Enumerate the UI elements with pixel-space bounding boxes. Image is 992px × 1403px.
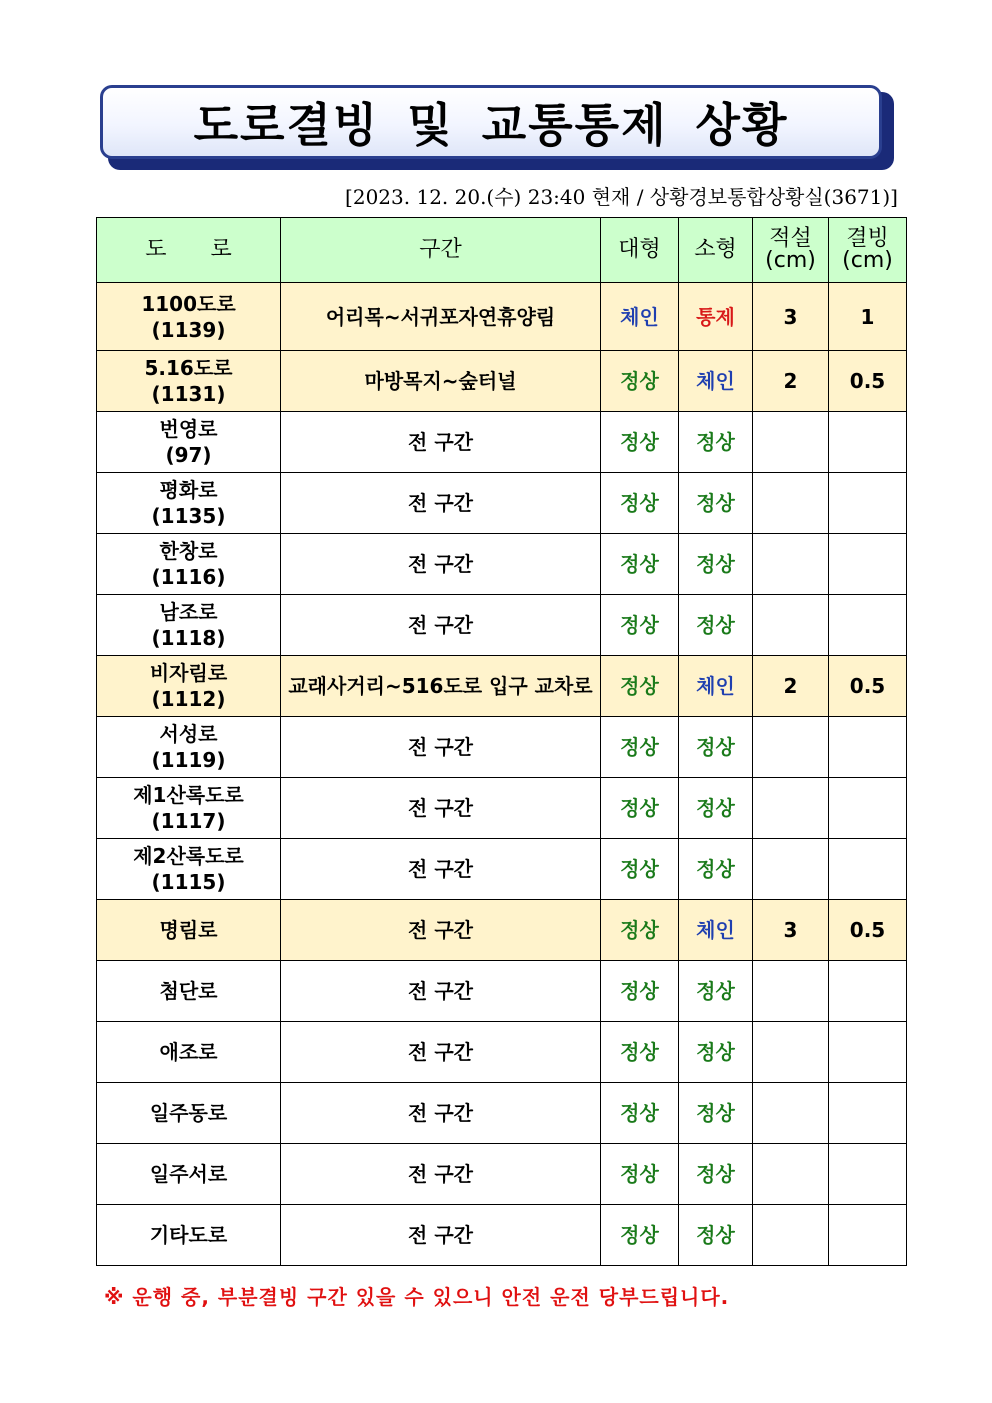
small-vehicle-status: 정상 bbox=[679, 839, 753, 900]
table-row bbox=[97, 1083, 907, 1144]
road-name-cell bbox=[97, 283, 281, 351]
table-row bbox=[97, 351, 907, 412]
road-name-cell bbox=[97, 1083, 281, 1144]
snow-depth-cell bbox=[753, 1083, 829, 1144]
section-cell: 전 구간 bbox=[281, 1205, 601, 1266]
road-name: 일주서로 bbox=[149, 1162, 228, 1186]
large-vehicle-status: 정상 bbox=[601, 1205, 679, 1266]
small-vehicle-status: 체인 bbox=[679, 351, 753, 412]
section-cell: 전 구간 bbox=[281, 778, 601, 839]
table-header-row bbox=[97, 218, 907, 283]
ice-depth-cell bbox=[829, 1022, 907, 1083]
section-cell: 전 구간 bbox=[281, 534, 601, 595]
snow-depth-cell bbox=[753, 473, 829, 534]
section-cell: 마방목지~숲터널 bbox=[281, 351, 601, 412]
header-snow-depth: 적설 (cm) bbox=[753, 218, 829, 283]
table-row bbox=[97, 778, 907, 839]
header-small-vehicle: 소형 bbox=[679, 218, 753, 283]
ice-depth-cell: 0.5 bbox=[829, 656, 907, 717]
section-cell: 전 구간 bbox=[281, 717, 601, 778]
large-vehicle-status: 정상 bbox=[601, 839, 679, 900]
snow-depth-cell bbox=[753, 961, 829, 1022]
table-row bbox=[97, 717, 907, 778]
road-name-cell bbox=[97, 412, 281, 473]
section-cell: 전 구간 bbox=[281, 1144, 601, 1205]
ice-depth-cell bbox=[829, 595, 907, 656]
section-cell: 전 구간 bbox=[281, 1083, 601, 1144]
road-name: 번영로 bbox=[159, 417, 218, 441]
small-vehicle-status: 통제 bbox=[679, 283, 753, 351]
large-vehicle-status: 정상 bbox=[601, 1083, 679, 1144]
ice-depth-cell bbox=[829, 839, 907, 900]
section-cell: 전 구간 bbox=[281, 900, 601, 961]
road-name-cell bbox=[97, 351, 281, 412]
road-name-cell bbox=[97, 839, 281, 900]
snow-depth-cell bbox=[753, 839, 829, 900]
ice-depth-cell bbox=[829, 717, 907, 778]
large-vehicle-status: 정상 bbox=[601, 656, 679, 717]
large-vehicle-status: 정상 bbox=[601, 900, 679, 961]
road-name: 기타도로 bbox=[149, 1223, 228, 1247]
large-vehicle-status: 정상 bbox=[601, 1144, 679, 1205]
title-banner bbox=[100, 85, 882, 159]
section-cell: 전 구간 bbox=[281, 839, 601, 900]
road-name: 제2산록도로 bbox=[133, 844, 244, 868]
road-code: (1115) bbox=[151, 870, 226, 894]
table-row bbox=[97, 656, 907, 717]
table-row bbox=[97, 283, 907, 351]
small-vehicle-status: 정상 bbox=[679, 595, 753, 656]
snow-depth-cell bbox=[753, 1022, 829, 1083]
table-row bbox=[97, 534, 907, 595]
small-vehicle-status: 정상 bbox=[679, 1205, 753, 1266]
table-row bbox=[97, 1205, 907, 1266]
road-name-cell bbox=[97, 961, 281, 1022]
small-vehicle-status: 정상 bbox=[679, 1083, 753, 1144]
large-vehicle-status: 정상 bbox=[601, 351, 679, 412]
road-name-cell bbox=[97, 473, 281, 534]
table-row bbox=[97, 839, 907, 900]
road-name: 1100도로 bbox=[141, 291, 236, 316]
road-name-cell bbox=[97, 900, 281, 961]
table-row bbox=[97, 412, 907, 473]
road-name: 일주동로 bbox=[149, 1101, 228, 1125]
safety-notice: ※ 운행 중, 부분결빙 구간 있을 수 있으니 안전 운전 당부드립니다. bbox=[104, 1285, 730, 1309]
road-name: 애조로 bbox=[159, 1040, 218, 1064]
small-vehicle-status: 체인 bbox=[679, 656, 753, 717]
snow-depth-cell: 2 bbox=[753, 351, 829, 412]
snow-depth-cell bbox=[753, 778, 829, 839]
small-vehicle-status: 체인 bbox=[679, 900, 753, 961]
road-name-cell bbox=[97, 534, 281, 595]
header-ice-depth: 결빙 (cm) bbox=[829, 218, 907, 283]
large-vehicle-status: 정상 bbox=[601, 778, 679, 839]
header-road: 도 로 bbox=[97, 218, 281, 283]
road-code: (1131) bbox=[151, 382, 226, 406]
large-vehicle-status: 체인 bbox=[601, 283, 679, 351]
road-name: 첨단로 bbox=[159, 979, 218, 1003]
road-name: 남조로 bbox=[159, 600, 218, 624]
ice-depth-cell bbox=[829, 473, 907, 534]
road-name: 비자림로 bbox=[149, 661, 228, 685]
snow-depth-cell: 3 bbox=[753, 900, 829, 961]
road-code: (1116) bbox=[151, 565, 226, 589]
ice-depth-cell bbox=[829, 412, 907, 473]
road-name-cell bbox=[97, 1205, 281, 1266]
ice-depth-cell bbox=[829, 1083, 907, 1144]
road-name-cell bbox=[97, 1022, 281, 1083]
large-vehicle-status: 정상 bbox=[601, 595, 679, 656]
road-status-table bbox=[96, 217, 907, 1266]
ice-depth-cell: 1 bbox=[829, 283, 907, 351]
snow-depth-cell: 2 bbox=[753, 656, 829, 717]
section-cell: 전 구간 bbox=[281, 473, 601, 534]
snow-depth-cell bbox=[753, 595, 829, 656]
road-code: (1135) bbox=[151, 504, 226, 528]
ice-depth-cell bbox=[829, 1144, 907, 1205]
road-name-cell bbox=[97, 1144, 281, 1205]
table-row bbox=[97, 900, 907, 961]
road-name-cell bbox=[97, 656, 281, 717]
table-row bbox=[97, 1022, 907, 1083]
table-row bbox=[97, 1144, 907, 1205]
large-vehicle-status: 정상 bbox=[601, 534, 679, 595]
large-vehicle-status: 정상 bbox=[601, 473, 679, 534]
section-cell: 전 구간 bbox=[281, 961, 601, 1022]
table-row bbox=[97, 961, 907, 1022]
road-code: (1119) bbox=[151, 748, 226, 772]
large-vehicle-status: 정상 bbox=[601, 412, 679, 473]
road-code: (1139) bbox=[151, 317, 226, 342]
snow-depth-cell bbox=[753, 1144, 829, 1205]
section-cell: 전 구간 bbox=[281, 595, 601, 656]
header-large-vehicle: 대형 bbox=[601, 218, 679, 283]
ice-depth-cell bbox=[829, 1205, 907, 1266]
road-code: (1112) bbox=[151, 687, 226, 711]
ice-depth-cell: 0.5 bbox=[829, 351, 907, 412]
road-name: 서성로 bbox=[159, 722, 218, 746]
small-vehicle-status: 정상 bbox=[679, 961, 753, 1022]
road-name: 제1산록도로 bbox=[133, 783, 244, 807]
section-cell: 전 구간 bbox=[281, 412, 601, 473]
large-vehicle-status: 정상 bbox=[601, 717, 679, 778]
large-vehicle-status: 정상 bbox=[601, 961, 679, 1022]
snow-depth-cell bbox=[753, 534, 829, 595]
road-name: 5.16도로 bbox=[144, 356, 233, 380]
road-code: (1118) bbox=[151, 626, 226, 650]
small-vehicle-status: 정상 bbox=[679, 1022, 753, 1083]
small-vehicle-status: 정상 bbox=[679, 473, 753, 534]
road-name: 명림로 bbox=[159, 918, 218, 942]
section-cell: 어리목~서귀포자연휴양림 bbox=[281, 283, 601, 351]
small-vehicle-status: 정상 bbox=[679, 412, 753, 473]
road-name-cell bbox=[97, 778, 281, 839]
road-code: (97) bbox=[165, 443, 212, 467]
road-name: 한창로 bbox=[159, 539, 218, 563]
ice-depth-cell bbox=[829, 778, 907, 839]
small-vehicle-status: 정상 bbox=[679, 534, 753, 595]
road-name: 평화로 bbox=[159, 478, 218, 502]
ice-depth-cell: 0.5 bbox=[829, 900, 907, 961]
road-name-cell bbox=[97, 595, 281, 656]
header-section: 구간 bbox=[281, 218, 601, 283]
snow-depth-cell bbox=[753, 717, 829, 778]
report-timestamp: [2023. 12. 20.(수) 23:40 현재 / 상황경보통합상황실(3671)] bbox=[345, 185, 898, 209]
large-vehicle-status: 정상 bbox=[601, 1022, 679, 1083]
road-code: (1117) bbox=[151, 809, 226, 833]
snow-depth-cell: 3 bbox=[753, 283, 829, 351]
section-cell: 교래사거리~516도로 입구 교차로 bbox=[281, 656, 601, 717]
page-title: 도로결빙 및 교통통제 상황 bbox=[193, 98, 789, 152]
ice-depth-cell bbox=[829, 534, 907, 595]
small-vehicle-status: 정상 bbox=[679, 717, 753, 778]
ice-depth-cell bbox=[829, 961, 907, 1022]
snow-depth-cell bbox=[753, 1205, 829, 1266]
table-row bbox=[97, 595, 907, 656]
small-vehicle-status: 정상 bbox=[679, 778, 753, 839]
small-vehicle-status: 정상 bbox=[679, 1144, 753, 1205]
table-row bbox=[97, 473, 907, 534]
snow-depth-cell bbox=[753, 412, 829, 473]
road-name-cell bbox=[97, 717, 281, 778]
section-cell: 전 구간 bbox=[281, 1022, 601, 1083]
